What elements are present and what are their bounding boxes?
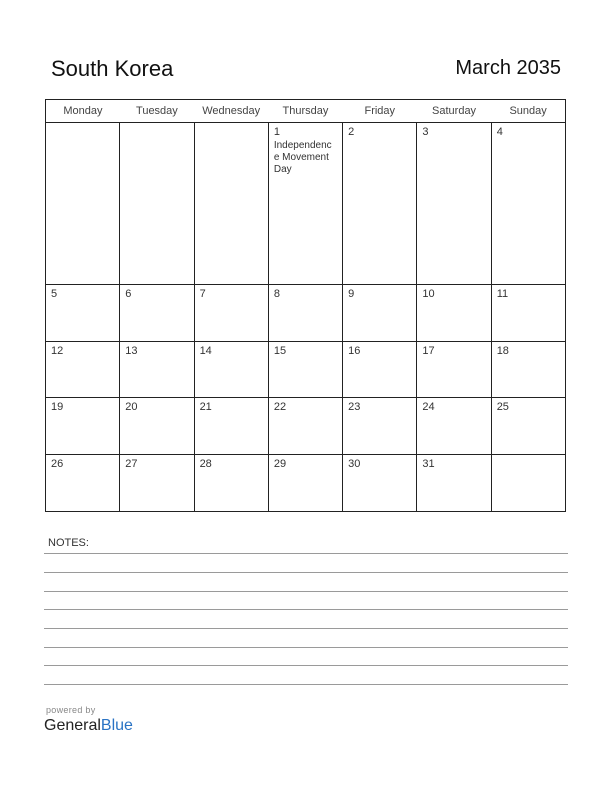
day-cell — [46, 341, 120, 398]
day-number: 10 — [422, 287, 435, 300]
day-number: 3 — [422, 126, 429, 138]
brand-blue: Blue — [100, 717, 133, 734]
day-cell — [194, 123, 268, 285]
day-cell — [491, 398, 565, 455]
day-number: 21 — [199, 401, 212, 414]
country-title: South Korea — [51, 56, 174, 81]
day-cell — [491, 123, 565, 285]
weekday-saturday: Saturday — [417, 100, 491, 123]
day-cell — [194, 284, 268, 341]
weekday-friday: Friday — [343, 100, 417, 123]
day-cell — [268, 398, 342, 455]
week-row — [46, 398, 566, 455]
holiday-label: Independence Movement Day — [273, 140, 332, 175]
day-cell — [120, 123, 194, 285]
day-cell — [491, 284, 565, 341]
day-cell — [343, 455, 417, 512]
weekday-sunday: Sunday — [491, 100, 565, 123]
day-cell — [417, 455, 491, 512]
weekday-header-row — [46, 100, 566, 123]
day-cell — [120, 284, 194, 341]
day-number: 29 — [273, 458, 287, 471]
day-number: 4 — [496, 126, 503, 138]
day-cell — [120, 398, 194, 455]
day-cell — [46, 123, 120, 285]
day-number: 24 — [422, 401, 435, 414]
day-cell — [343, 123, 417, 285]
day-number: 15 — [273, 344, 287, 357]
weekday-monday: Monday — [46, 100, 120, 123]
day-cell — [194, 341, 268, 398]
powered-by-label: powered by — [46, 705, 96, 715]
note-line — [44, 628, 568, 629]
day-number: 8 — [273, 287, 280, 300]
month-year-title: March 2035 — [455, 57, 561, 79]
day-number: 20 — [125, 401, 138, 414]
day-number: 23 — [348, 401, 361, 414]
day-number: 16 — [348, 344, 361, 357]
day-number: 28 — [199, 458, 212, 471]
day-number: 9 — [348, 287, 355, 300]
note-line — [44, 553, 568, 554]
day-cell — [46, 398, 120, 455]
day-number: 18 — [496, 344, 509, 357]
day-cell — [268, 455, 342, 512]
note-line — [44, 572, 568, 573]
day-number: 31 — [422, 458, 435, 471]
day-number: 25 — [496, 401, 509, 414]
day-number: 13 — [125, 344, 138, 357]
day-cell — [46, 455, 120, 512]
day-number: 30 — [348, 458, 361, 471]
day-cell — [268, 123, 342, 285]
day-cell — [343, 398, 417, 455]
day-cell — [120, 455, 194, 512]
note-line — [44, 665, 568, 666]
day-cell — [343, 341, 417, 398]
day-cell — [417, 341, 491, 398]
day-number: 17 — [422, 344, 435, 357]
week-row — [46, 123, 566, 285]
note-line — [44, 647, 568, 648]
day-number: 5 — [51, 287, 58, 300]
week-row — [46, 455, 566, 512]
calendar-grid — [45, 99, 566, 512]
day-number: 22 — [273, 401, 287, 414]
week-row — [46, 284, 566, 341]
note-line — [44, 684, 568, 685]
day-number: 12 — [51, 344, 64, 357]
weekday-tuesday: Tuesday — [120, 100, 194, 123]
day-cell — [343, 284, 417, 341]
day-number: 26 — [51, 458, 64, 471]
note-line — [44, 591, 568, 592]
day-cell — [194, 398, 268, 455]
day-number: 27 — [125, 458, 138, 471]
day-number: 11 — [496, 287, 509, 300]
day-number: 19 — [51, 401, 64, 414]
day-cell — [491, 341, 565, 398]
day-cell — [268, 284, 342, 341]
day-cell — [120, 341, 194, 398]
weekday-thursday: Thursday — [268, 100, 342, 123]
week-row — [46, 341, 566, 398]
note-line — [44, 609, 568, 610]
brand-general: General — [44, 717, 101, 734]
day-cell — [417, 284, 491, 341]
weekday-wednesday: Wednesday — [194, 100, 268, 123]
brand-logo[interactable] — [44, 717, 133, 735]
day-number: 14 — [199, 344, 212, 357]
day-number: 6 — [125, 287, 132, 300]
day-cell — [417, 398, 491, 455]
day-number: 1 — [273, 126, 280, 138]
day-cell — [491, 455, 565, 512]
day-number: 2 — [348, 126, 355, 138]
day-cell — [417, 123, 491, 285]
day-cell — [46, 284, 120, 341]
day-number: 7 — [199, 287, 206, 300]
notes-label: NOTES: — [48, 537, 89, 549]
day-cell — [194, 455, 268, 512]
day-cell — [268, 341, 342, 398]
